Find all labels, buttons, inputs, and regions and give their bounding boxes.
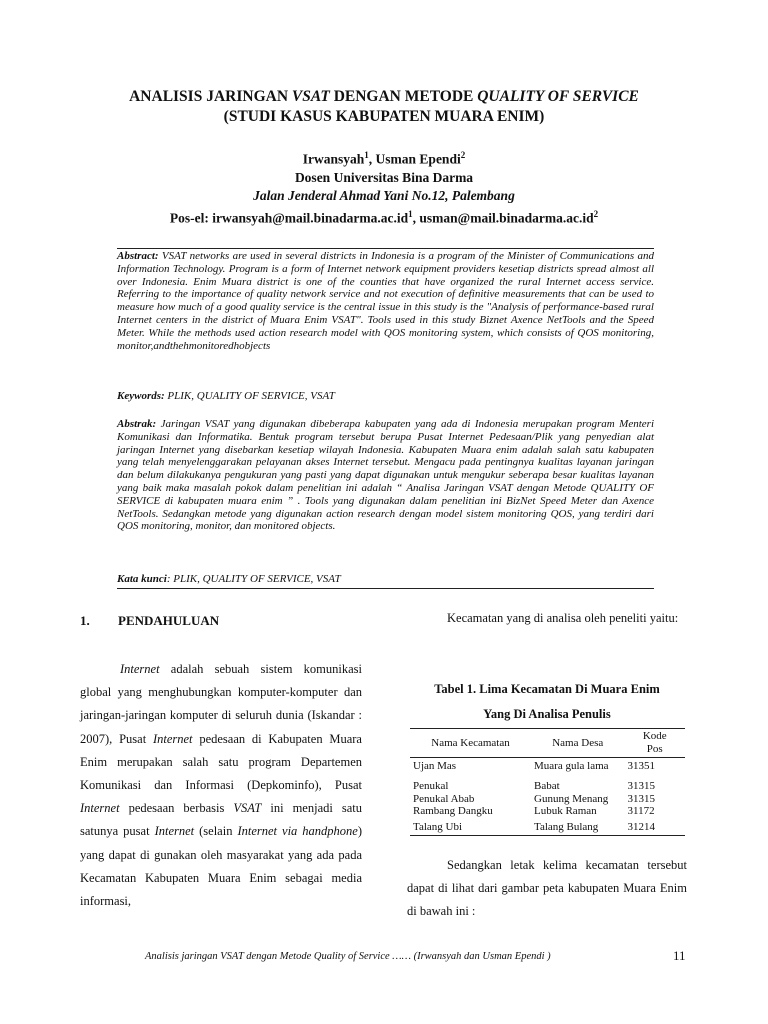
p1-seg-7: VSAT	[233, 801, 262, 816]
p1-seg-2: adalah sebuah sistem komunikasi global yang menghubungkan komputer-komputer dan jaringan-jaringan komputer di seluruh dunia (Iskandar : 2007), Pusat	[80, 662, 362, 746]
abstract-indonesian-text: Jaringan VSAT yang digunakan dibeberapa kabupaten yang ada di Indonesia merupakan program Menteri Komunikasi dan Informatika. Bentuk program tersebut berupa Pusat Internet Pedesaan/Plik yang penyedian alat jaringan Internet yang disebarkan kesetiap wilayah Indonesia. Kabupaten Muara enim adalah salah satu kabupaten yang telah menyelenggarakan pelayanan akses Internet tersebut. Mengacu pada pentingnya kualitas layanan jaringan dan belum dilakukanya pengukuran yang pasti yang dapat digunakan untuk mengukur seberapa besar kualitas layanan yang baik maka masalah pokok dalam penelitian ini adalah “ Analisa Jaringan VSAT dengan Metode QUALITY OF SERVICE di kabupaten muara enim ” . Tools yang digunakan dalam penelitian ini BizNet Speed Meter dan Axence NetTools. Sedangkan metode yang digunakan action research dengan model sistem monitoring QOS, yang terdiri dari QOS monitoring, monitor, dan monitored objects.	[117, 418, 654, 533]
p1-seg-6: pedesaan berbasis	[119, 801, 234, 816]
table-row	[410, 773, 685, 793]
table-cell: 31351	[627, 760, 655, 772]
title-text-vsat: VSAT	[291, 88, 330, 105]
keywords-english-text: PLIK, QUALITY OF SERVICE, VSAT	[164, 390, 335, 402]
email-2-sup: 2	[593, 208, 599, 219]
title-line-2: (STUDI KASUS KABUPATEN MUARA ENIM)	[223, 108, 545, 125]
table-cell: Gunung Menang	[534, 792, 609, 805]
left-column-body	[80, 658, 362, 913]
table-cell: Ujan Mas	[413, 760, 457, 772]
keywords-english	[117, 390, 654, 402]
email-1: Pos-el: irwansyah@mail.binadarma.ac.id	[169, 210, 409, 225]
keywords-indonesian-label: Kata kunci	[117, 573, 167, 585]
table-cell: Muara gula lama	[534, 760, 609, 772]
table-cell: Talang Ubi	[410, 818, 531, 836]
p1-seg-8: ini menjadi satu satunya pusat	[80, 801, 362, 839]
table-header-cell: Nama Desa	[531, 729, 625, 758]
address-text: Jalan Jenderal Ahmad Yani No.12, Palembang	[253, 187, 515, 203]
author-block	[60, 146, 708, 227]
p1-seg-4: pedesaan di Kabupaten Muara Enim merupakan salah satu program Departemen Komunikasi dan Informasi (Depkominfo), Pusat	[80, 731, 362, 793]
table-caption-line-1: Tabel 1. Lima Kecamatan Di Muara Enim	[434, 682, 660, 696]
email-2: , usman@mail.binadarma.ac.id	[412, 210, 594, 225]
intro-paragraph	[80, 658, 362, 913]
p1-seg-12: ) yang dapat di gunakan oleh masyarakat yang ada pada Kecamatan Kabupaten Muara Enim sebagai media informasi,	[80, 824, 362, 909]
running-footer: Analisis jaringan VSAT dengan Metode Quality of Service …… (Irwansyah dan Usman Ependi )	[145, 951, 551, 962]
kecamatan-table	[410, 728, 685, 836]
right-intro-text: Kecamatan yang di analisa oleh peneliti yaitu:	[447, 611, 679, 625]
table-header-cell: Kode Pos	[625, 729, 686, 758]
affiliation: Dosen Universitas Bina Darma	[294, 169, 474, 185]
table-cell: 31214	[625, 818, 686, 836]
table-caption	[407, 678, 687, 726]
table-cell: Babat	[534, 780, 560, 792]
author-1: Irwansyah	[302, 151, 365, 167]
table-cell: Penukal Abab	[413, 792, 475, 805]
table-cell: Lubuk Raman	[534, 805, 597, 817]
table-row	[410, 758, 685, 773]
author-1-sup: 1	[364, 150, 369, 160]
abstract-bottom-rule	[117, 588, 654, 589]
abstract-indonesian-label: Abstrak:	[117, 418, 157, 430]
address	[60, 187, 708, 205]
table-row	[410, 793, 685, 806]
p1-seg-5: Internet	[80, 801, 120, 816]
section-title: PENDAHULUAN	[118, 613, 220, 628]
abstract-english-text: VSAT networks are used in several districts in Indonesia is a program of the Minister of Communications and Information Technology. Program is a form of Internet network equipment providers kesetiap districts spread almost all over Indonesia. Enim Muara district is one of the counties that have organized the rural Internet access service. Referring to the importance of quality network service and not execution of definitive measurements that can be used to measure how much of a good quality service is the central issue in this study is the "Analysis of performance-based rural Internet centers in the district of Muara Enim VSAT". Tools used in this study Biznet Axence NetTools and the Speed Meter. While the methods used action research model with QOS monitoring system, which consists of QOS monitoring, monitor,andthehmonitoredhobjects	[117, 250, 654, 352]
title-text-c: DENGAN METODE	[329, 88, 478, 105]
paper-title	[60, 87, 708, 127]
author-2: , Usman Ependi	[368, 151, 461, 167]
section-number: 1.	[80, 613, 90, 628]
email-line	[60, 205, 708, 228]
email-1-sup: 1	[408, 208, 413, 219]
abstract-top-rule	[117, 248, 654, 249]
p1-seg-1: Internet	[120, 662, 160, 676]
p1-seg-3: Internet	[152, 731, 193, 746]
table-header-cell: Nama Kecamatan	[410, 729, 531, 758]
table-cell: Rambang Dangku	[413, 805, 493, 817]
table-cell: Penukal	[413, 780, 449, 792]
title-text-qos: QUALITY OF SERVICE	[477, 88, 639, 105]
abstract-english-label: Abstract:	[117, 250, 159, 262]
author-2-sup: 2	[460, 150, 466, 160]
table-row	[410, 818, 685, 836]
page-number: 11	[673, 948, 686, 963]
p1-seg-11: Internet via handphone	[237, 824, 358, 839]
right-after-text: Sedangkan letak kelima kecamatan tersebut dapat di lihat dari gambar peta kabupaten Muara Enim di bawah ini :	[407, 858, 687, 919]
keywords-english-label: Keywords:	[117, 390, 165, 402]
right-after-table	[407, 854, 687, 924]
abstract-indonesian	[117, 418, 654, 533]
p1-seg-10: (selain	[194, 824, 238, 839]
abstract-english	[117, 250, 654, 352]
title-line-1	[60, 87, 708, 107]
title-text-a: ANALISIS JARINGAN	[129, 88, 292, 105]
table-cell: 31172	[627, 805, 655, 817]
p1-seg-9: Internet	[154, 824, 195, 839]
table-cell: 31315	[627, 792, 655, 805]
table-row	[410, 805, 685, 818]
keywords-indonesian	[117, 573, 654, 585]
table-caption-line-2: Yang Di Analisa Penulis	[483, 707, 611, 721]
table-cell: 31315	[627, 780, 655, 792]
author-names	[60, 146, 708, 169]
table-cell: Talang Bulang	[531, 818, 625, 836]
right-intro	[407, 607, 687, 630]
table-header-row	[410, 729, 685, 758]
keywords-indonesian-text: : PLIK, QUALITY OF SERVICE, VSAT	[166, 573, 341, 585]
